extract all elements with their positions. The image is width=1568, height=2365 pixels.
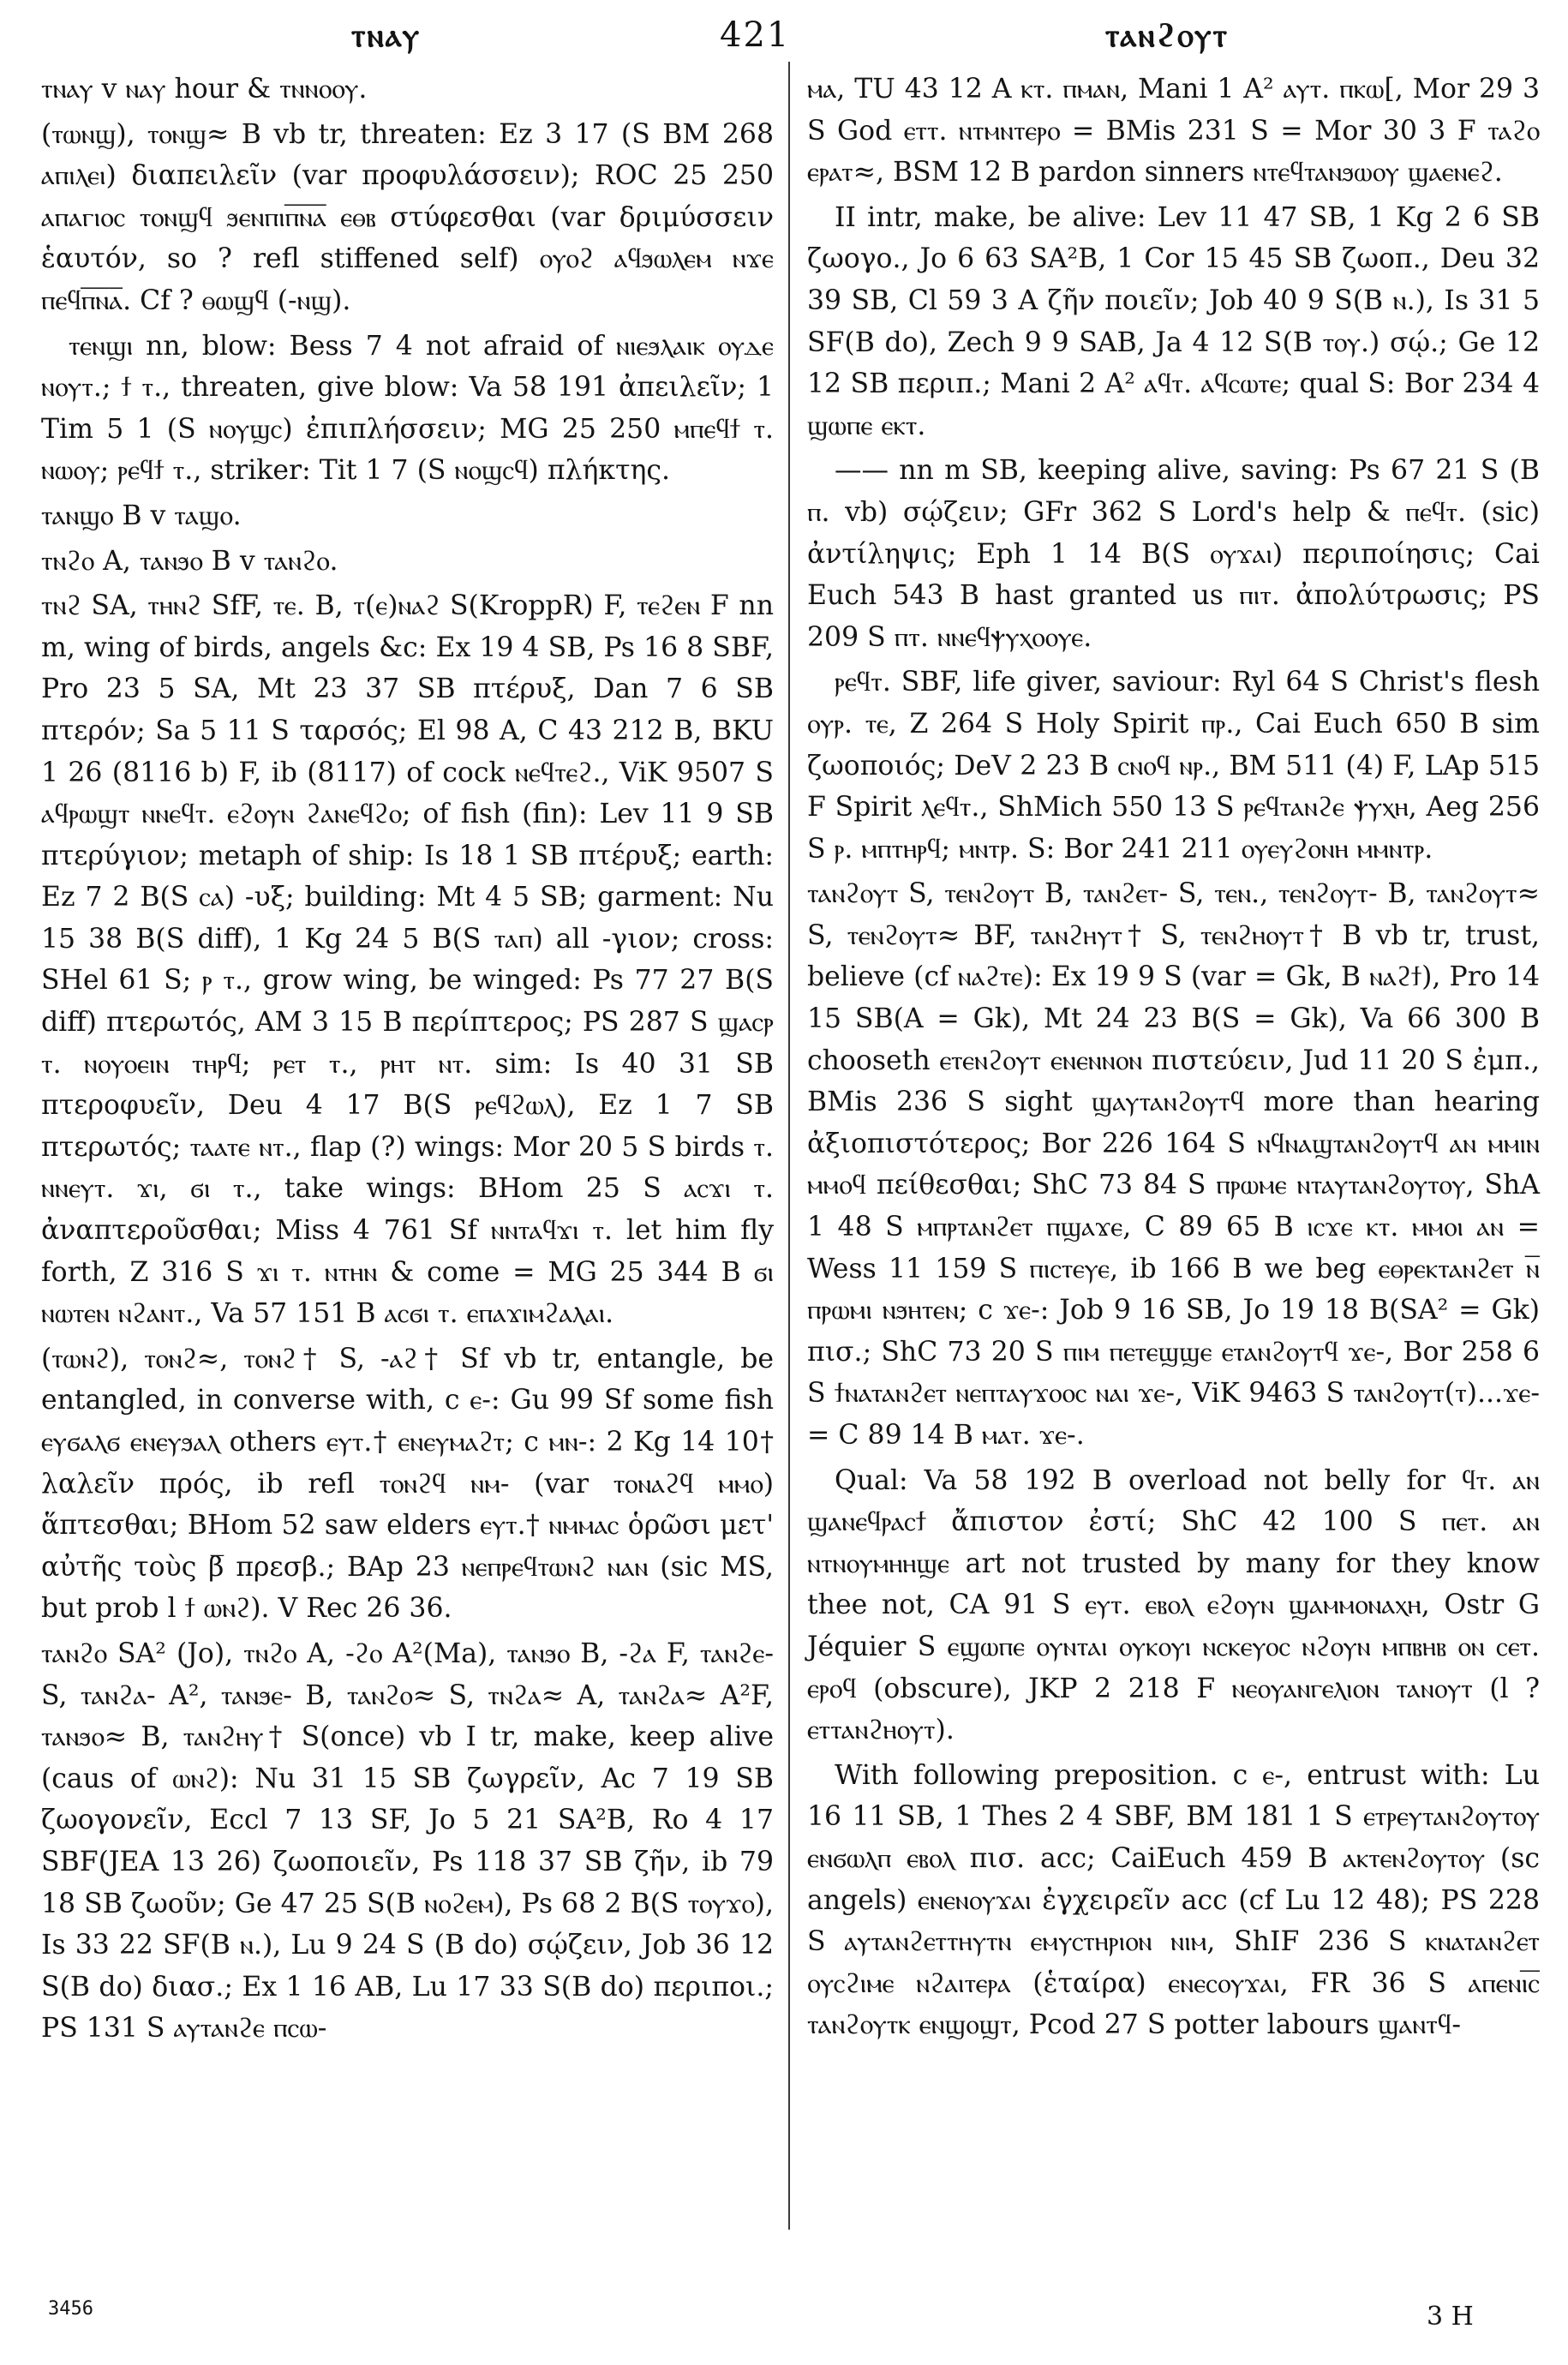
- entry-townsh: (ⲧⲱⲛϣ), ⲧⲟⲛϣ≈ B vb tr, threaten: Ez 3 17 (S BM 268 ⲁⲡⲓⲗⲉⲓ) διαπειλεῖν (var προφυλάσσειν); ROC 25 250 ⲁⲡⲁⲅⲓⲟⲥ ⲧⲟⲛϣϥ ϧⲉⲛⲡⲓⲡ̅ⲛ̅ⲁ̅ ⲉⲑⲃ στύφεσθαι (var δριμύσσειν ἑαυτόν, so ? refl stiffened self) ⲟⲩⲟϩ ⲁϥϧⲱⲗⲉⲙ ⲛϫⲉ ⲡⲉϥⲡ̅ⲛ̅ⲁ̅. Cf ? ⲑⲱϣϥ (-ⲛϣ).: [41, 118, 774, 316]
- gathering-mark: 3 H: [1427, 2302, 1474, 2332]
- entry-tanho-keep-alive: ⲧⲁⲛϩⲟ SA² (Jo), ⲧⲛϩⲟ A, -ϩⲟ A²(Ma), ⲧⲁⲛϧⲟ B, -ϩⲁ F, ⲧⲁⲛϩⲉ- S, ⲧⲁⲛϩⲁ- A², ⲧⲁⲛϧⲉ- B, ⲧⲁⲛϩⲟ≈ S, ⲧⲛϩⲁ≈ A, ⲧⲁⲛϩⲁ≈ A²F, ⲧⲁⲛϧⲟ≈ B, ⲧⲁⲛϩⲏⲩ† S(once) vb I tr, make, keep alive (caus of ⲱⲛϩ): Nu 31 15 SB ζωγρεῖν, Ac 7 19 SB ζωογονεῖν, Eccl 7 13 SF, Jo 5 21 SA²B, Ro 4 17 SBF(JEA 13 26) ζωοποιεῖν, Ps 118 37 SB ζῆν, ib 79 18 SB ζωοῦν; Ge 47 25 S(B ⲛⲟϩⲉⲙ), Ps 68 2 B(S ⲧⲟⲩϫⲟ), Is 33 22 SF(B ⲛ.), Lu 9 24 S (B do) σῴζειν, Job 36 12 S(B do) διασ.; Ex 1 16 AB, Lu 17 33 S(B do) περιποι.; PS 131 S ⲁⲩⲧⲁⲛϩⲉ ⲡⲥⲱ-: [41, 1638, 774, 2045]
- entry-tnh-wing: ⲧⲛϩ SA, ⲧⲏⲛϩ SfF, ⲧⲉ. B, ⲧ(ⲉ)ⲛⲁϩ S(KroppR) F, ⲧⲉϩⲉⲛ F nn m, wing of birds, angels &c: Ex 19 4 SB, Ps 16 8 SBF, Pro 23 5 SA, Mt 23 37 SB πτέρυξ, Dan 7 6 SB πτερόν; Sa 5 11 S ταρσός; El 98 A, C 43 212 B, BKU 1 26 (8116 b) F, ib (8117) of cock ⲛⲉϥⲧⲉϩ., ViK 9507 S ⲁϥⲣⲱϣⲧ ⲛⲛⲉϥⲧ. ⲉϩⲟⲩⲛ ϩⲁⲛⲉϥϩⲟ; of fish (fin): Lev 11 9 SB πτερύγιον; metaph of ship: Is 18 1 SB πτέρυξ; earth: Ez 7 2 B(S ⲥⲁ) -υξ; building: Mt 4 5 SB; garment: Nu 15 38 B(S diff), 1 Kg 24 5 B(S ⲧⲁⲡ) all -γιον; cross: SHel 61 S; ⲣ ⲧ., grow wing, be winged: Ps 77 27 B(S diff) πτερωτός, AM 3 15 B περίπτερος; PS 287 S ϣⲁⲥⲣ ⲧ. ⲛⲟⲩⲟⲉⲓⲛ ⲧⲏⲣϥ; ⲣⲉⲧ ⲧ., ⲣⲏⲧ ⲛⲧ. sim: Is 40 31 SB πτεροφυεῖν, Deu 4 17 B(S ⲣⲉϥϩⲱⲗ), Ez 1 7 SB πτερωτός; ⲧⲁⲁⲧⲉ ⲛⲧ., flap (?) wings: Mor 20 5 S birds ⲧ. ⲛⲛⲉⲩⲧ. ϫⲓ, ϭⲓ ⲧ., take wings: BHom 25 S ⲁⲥϫⲓ ⲧ. ἀναπτεροῦσθαι; Miss 4 761 Sf ⲛⲛⲧⲁϥϫⲓ ⲧ. let him fly forth, Z 316 S ϫⲓ ⲧ. ⲛⲧⲏⲛ & come = MG 25 344 B ϭⲓ ⲛⲱⲧⲉⲛ ⲛϩⲁⲛⲧ., Va 57 151 B ⲁⲥϭⲓ ⲧ. ⲉⲡⲁϫⲓⲙϩⲁⲗⲁⲓ.: [41, 590, 774, 1330]
- right-column: [807, 69, 1540, 2050]
- entry-tanho-continued: ⲙⲁ, TU 43 12 A ⲕⲧ. ⲡⲙⲁⲛ, Mani 1 A² ⲁⲩⲧ. ⲡⲕⲱ[, Mor 29 3 S God ⲉⲧⲧ. ⲛⲧⲙⲛⲧⲉⲣⲟ = BMis 231 S = Mor 30 3 F ⲧⲁϩⲟ ⲉⲣⲁⲧ≈, BSM 12 B pardon sinners ⲛⲧⲉϥⲧⲁⲛϧⲱⲟⲩ ϣⲁⲉⲛⲉϩ.: [807, 74, 1540, 189]
- entry-tanhout-qual: Qual: Va 58 192 B overload not belly for ϥⲧ. ⲁⲛ ϣⲁⲛⲉϥⲣⲁⲥϯ ἄπιστον ἐστί; ShC 42 100 S ⲡⲉⲧ. ⲁⲛ ⲛⲧⲛⲟⲩⲙⲏⲏϣⲉ art not trusted by many for they know thee not, CA 91 S ⲉⲩⲧ. ⲉⲃⲟⲗ ⲉϩⲟⲩⲛ ϣⲁⲙⲙⲟⲛⲁⲭⲏ, Ostr G Jéquier S ⲉϣⲱⲡⲉ ⲟⲩⲛⲧⲁⲓ ⲟⲩⲕⲟⲩⲓ ⲛⲥⲕⲉⲩⲟⲥ ⲛϩⲟⲩⲛ ⲙⲡⲃⲏⲃ ⲟⲛ ⲥⲉⲧ. ⲉⲣⲟϥ (obscure), JKP 2 218 F ⲛⲉⲟⲩⲁⲛⲅⲉⲗⲓⲟⲛ ⲧⲁⲛⲟⲩⲧ (l ? ⲉⲧⲧⲁⲛϩⲏⲟⲩⲧ).: [807, 1464, 1540, 1746]
- entry-tnho: ⲧⲛϩⲟ A, ⲧⲁⲛϧⲟ B v ⲧⲁⲛϩⲟ.: [41, 545, 338, 577]
- left-column: [41, 69, 774, 2053]
- page-number: 421: [720, 15, 791, 55]
- entry-tenshi-blow: ⲧⲉⲛϣⲓ nn, blow: Bess 7 4 not afraid of ⲛⲓⲉϧⲗⲁⲓⲕ ⲟⲩⲇⲉ ⲛⲟⲩⲧ.; ϯ ⲧ., threaten, give blow: Va 58 191 ἀπειλεῖν; 1 Tim 5 1 (S ⲛⲟⲩϣⲥ) ἐπιπλήσσειν; MG 25 250 ⲙⲡⲉϥϯ ⲧ. ⲛⲱⲟⲩ; ⲣⲉϥϯ ⲧ., striker: Tit 1 7 (S ⲛⲟϣⲥϥ) πλήκτης.: [41, 330, 774, 487]
- entry-refT-life-giver: ⲣⲉϥⲧ. SBF, life giver, saviour: Ryl 64 S Christ's flesh ⲟⲩⲣ. ⲧⲉ, Z 264 S Holy Spirit ⲡⲣ., Cai Euch 650 B sim ζωοποιός; DeV 2 23 B ⲥⲛⲟϥ ⲛⲣ., BM 511 (4) F, LAp 515 F Spirit ⲗⲉϥⲧ., ShMich 550 13 S ⲣⲉϥⲧⲁⲛϩⲉ ⲯⲩⲭⲏ, Aeg 256 S ⲣ. ⲙⲡⲧⲏⲣϥ; ⲙⲛⲧⲣ. S: Bor 241 211 ⲟⲩⲉⲩϩⲟⲛⲏ ⲙⲙⲛⲧⲣ.: [807, 667, 1540, 865]
- entry-tanshO: ⲧⲁⲛϣⲟ B v ⲧⲁϣⲟ.: [41, 500, 242, 531]
- column-divider: [788, 62, 790, 2230]
- printer-signature: 3456: [48, 2298, 93, 2320]
- entry-tnay: ⲧⲛⲁⲩ v ⲛⲁⲩ hour & ⲧⲛⲛⲟⲟⲩ.: [41, 74, 368, 105]
- entry-tanho-intransitive: II intr, make, be alive: Lev 11 47 SB, 1 Kg 2 6 SB ζωογο., Jo 6 63 SA²B, 1 Cor 15 45 SB ζωοπ., Deu 32 39 SB, Cl 59 3 A ζῆν ποιεῖν; Job 40 9 S(B ⲛ.), Is 31 5 SF(B do), Zech 9 9 SAB, Ja 4 12 S(B ⲧⲟⲩ.) σῴ.; Ge 12 12 SB περιπ.; Mani 2 A² ⲁϥⲧ. ⲁϥⲥⲱⲧⲉ; qual S: Bor 234 4 ϣⲱⲡⲉ ⲉⲕⲧ.: [807, 201, 1540, 441]
- entry-tanhout-trust: ⲧⲁⲛϩⲟⲩⲧ S, ⲧⲉⲛϩⲟⲩⲧ B, ⲧⲁⲛϩⲉⲧ- S, ⲧⲉⲛ., ⲧⲉⲛϩⲟⲩⲧ- B, ⲧⲁⲛϩⲟⲩⲧ≈ S, ⲧⲉⲛϩⲟⲩⲧ≈ BF, ⲧⲁⲛϩⲏⲩⲧ† S, ⲧⲉⲛϩⲏⲟⲩⲧ† B vb tr, trust, believe (cf ⲛⲁϩⲧⲉ): Ex 19 9 S (var = Gk, B ⲛⲁϩϯ), Pro 14 15 SB(A = Gk), Mt 24 23 B(S = Gk), Va 66 300 B chooseth ⲉⲧⲉⲛϩⲟⲩⲧ ⲉⲛⲉⲛⲛⲟⲛ πιστεύειν, Jud 11 20 S ἐμπ., BMis 236 S sight ϣⲁⲩⲧⲁⲛϩⲟⲩⲧϥ more than hearing ἀξιοπιστότερος; Bor 226 164 S ⲛϥⲛⲁϣⲧⲁⲛϩⲟⲩⲧϥ ⲁⲛ ⲙⲙⲓⲛ ⲙⲙⲟϥ πείθεσθαι; ShC 73 84 S ⲡⲣⲱⲙⲉ ⲛⲧⲁⲩⲧⲁⲛϩⲟⲩⲧⲟⲩ, ShA 1 48 S ⲙⲡⲣⲧⲁⲛϩⲉⲧ ⲡϣⲁϫⲉ, C 89 65 B ⲓⲥϫⲉ ⲕⲧ. ⲙⲙⲟⲓ ⲁⲛ = Wess 11 159 S ⲡⲓⲥⲧⲉⲩⲉ, ib 166 B we beg ⲉⲑⲣⲉⲕⲧⲁⲛϩⲉⲧ ⲛ̅ ⲡⲣⲱⲙⲓ ⲛϧⲏⲧⲉⲛ; c ϫⲉ-: Job 9 16 SB, Jo 19 18 B(SA² = Gk) πισ.; ShC 73 20 S ⲡⲓⲙ ⲡⲉⲧⲉϣϣⲉ ⲉⲧⲁⲛϩⲟⲩⲧϥ ϫⲉ-, Bor 258 6 S ϯⲛⲁⲧⲁⲛϩⲉⲧ ⲛⲉⲡⲧⲁⲩϫⲟⲟⲥ ⲛⲁⲓ ϫⲉ-, ViK 9463 S ⲧⲁⲛϩⲟⲩⲧ(ⲧ)...ϫⲉ- = C 89 14 B ⲙⲁⲧ. ϫⲉ-.: [807, 878, 1540, 1451]
- entry-townh-entangle: (ⲧⲱⲛϩ), ⲧⲟⲛϩ≈, ⲧⲟⲛϩ† S, -ⲁϩ† Sf vb tr, entangle, be entangled, in converse with, c ⲉ-: Gu 99 Sf some fish ⲉⲩϭⲁⲗϭ ⲉⲛⲉⲩϧⲁⲗ others ⲉⲩⲧ.† ⲉⲛⲉⲩⲙⲁϩⲧ; c ⲙⲛ-: 2 Kg 14 10† λαλεῖν πρός, ib refl ⲧⲟⲛϩϥ ⲛⲙ- (var ⲧⲟⲛⲁϩϥ ⲙⲙⲟ) ἅπτεσθαι; BHom 52 saw elders ⲉⲩⲧ.† ⲛⲙⲙⲁⲥ ὁρῶσι μετ' αὐτῆς τοὺς β̅ πρεσβ.; BAp 23 ⲛⲉⲡⲣⲉϥⲧⲱⲛϩ ⲛⲁⲛ (sic MS, but prob l ϯ ⲱⲛϩ). V Rec 26 36.: [41, 1343, 774, 1625]
- header-left-word: ⲧⲛⲁⲩ: [351, 15, 422, 54]
- header-right-word: ⲧⲁⲛϩⲟⲩⲧ: [1105, 15, 1230, 54]
- running-head: [69, 15, 1508, 58]
- entry-tanhout-preposition: With following preposition. c ⲉ-, entrust with: Lu 16 11 SB, 1 Thes 2 4 SBF, BM 181 1 S ⲉⲧⲣⲉⲩⲧⲁⲛϩⲟⲩⲧⲟⲩ ⲉⲛϭⲱⲗⲡ ⲉⲃⲟⲗ πισ. acc; CaiEuch 459 B ⲁⲕⲧⲉⲛϩⲟⲩⲧⲟⲩ (sc angels) ⲉⲛⲉⲛⲟⲩϫⲁⲓ ἐγχειρεῖν acc (cf Lu 12 48); PS 228 S ⲁⲩⲧⲁⲛϩⲉⲧⲧⲏⲩⲧⲛ ⲉⲙⲩⲥⲧⲏⲣⲓⲟⲛ ⲛⲓⲙ, ShIF 236 S ⲕⲛⲁⲧⲁⲛϩⲉⲧ ⲟⲩⲥϩⲓⲙⲉ ⲛϩⲁⲓⲧⲉⲣⲁ (ἑταίρα) ⲉⲛⲉⲥⲟⲩϫⲁⲓ, FR 36 S ⲁⲡⲉⲛⲓ̅ⲥ̅ ⲧⲁⲛϩⲟⲩⲧⲕ ⲉⲛϣⲟϣⲧ, Pcod 27 S potter labours ϣⲁⲛⲧϥ-: [807, 1759, 1540, 2041]
- entry-tanho-noun: —— nn m SB, keeping alive, saving: Ps 67 21 S (B ⲡ. vb) σῴζειν; GFr 362 S Lord's help & ⲡⲉϥⲧ. (sic) ἀντίληψις; Eph 1 14 B(S ⲟⲩϫⲁⲓ) περιποίησις; Cai Euch 543 B hast granted us ⲡⲓⲧ. ἀπολύτρωσις; PS 209 S ⲡⲧ. ⲛⲛⲉϥⲯⲩⲭⲟⲟⲩⲉ.: [807, 455, 1540, 653]
